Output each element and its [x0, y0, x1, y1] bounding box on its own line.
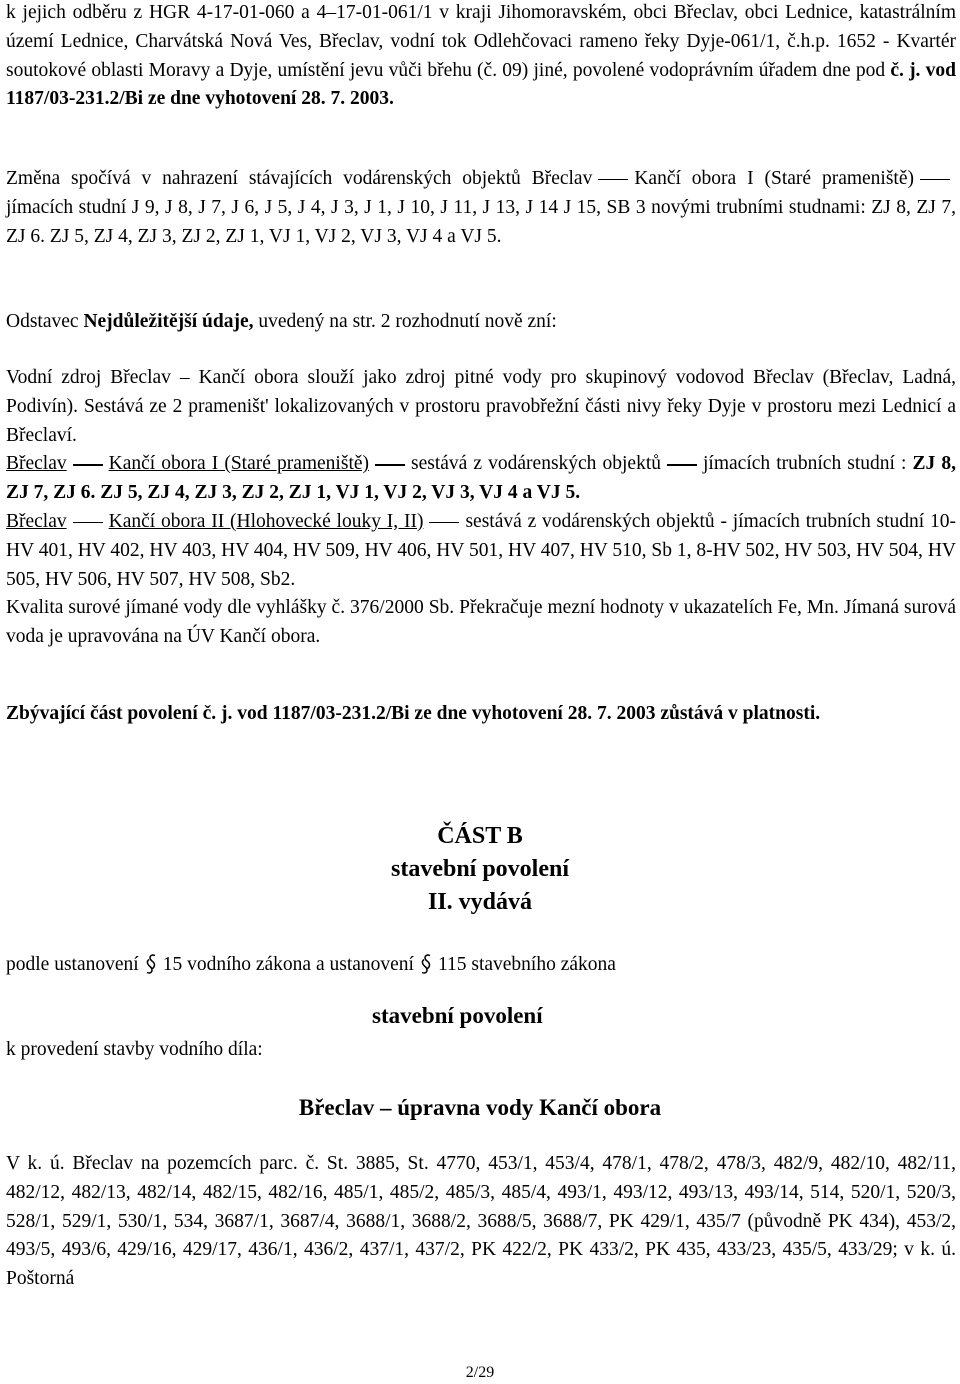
obora2-label-1: Břeclav — [6, 510, 67, 532]
part-b-subtitle: stavební povolení — [390, 856, 570, 882]
odstavec-pre: Odstavec — [6, 311, 84, 332]
part-b-heading — [0, 820, 960, 919]
section-sign-icon — [145, 954, 157, 974]
kvalita-paragraph: Kvalita surové jímané vody dle vyhlášky č. 376/2000 Sb. Překračuje mezní hodnoty v ukazatelích Fe, Mn. Jímaná surová voda je upravována na ÚV Kančí obora. — [6, 597, 956, 648]
dash-icon — [667, 464, 697, 466]
obora1-label-2: Kančí obora I (Staré prameniště) — [108, 453, 370, 475]
intro-paragraph — [6, 0, 956, 114]
obora2-text: sestává z vodárenských objektů - jímacích trubních studní 10-HV 401, HV 402, HV 403, HV 404, HV 509, HV 406, HV 501, HV 407, HV 510, Sb 1, 8-HV 502, HV 503, HV 504, HV 505, HV 506, HV 507, HV 508, Sb2. — [6, 510, 956, 590]
page-number: 2/29 — [465, 1364, 495, 1381]
vodni-zdroj-block — [6, 364, 956, 652]
obora2-paragraph — [6, 508, 956, 594]
podle-text-3: 115 stavebního zákona — [437, 954, 616, 975]
odstavec-paragraph — [6, 308, 956, 337]
podle-text-2: 15 vodního zákona a ustanovení — [162, 954, 414, 975]
obora1-text-2: jímacích trubních studní : — [703, 453, 913, 475]
podle-paragraph — [6, 951, 956, 980]
obora1-paragraph — [6, 450, 956, 508]
obora1-text-1: sestává z vodárenských objektů — [411, 453, 661, 475]
podle-text-1: podle ustanovení — [6, 954, 139, 975]
zbyvajici-paragraph: Zbývající část povolení č. j. vod 1187/03-231.2/Bi ze dne vyhotovení 28. 7. 2003 zůstává v platnosti. — [6, 703, 821, 724]
dash-icon — [598, 179, 628, 181]
part-b-title: ČÁST B — [437, 823, 523, 849]
section-sign-icon — [420, 954, 432, 974]
zmena-text-3: jímacích studní J 9, J 8, J 7, J 6, J 5, J 4, J 3, J 1, J 10, J 11, J 13, J 14 J 15, SB 3 novými trubními studnami: ZJ 8, ZJ 7, ZJ 6. ZJ 5, ZJ 4, ZJ 3, ZJ 2, ZJ 1, VJ 1, VJ 2, VJ 3, VJ 4 a VJ 5. — [6, 196, 956, 247]
intro-text: k jejich odběru z HGR 4-17-01-060 a 4–17-01-061/1 v kraji Jihomoravském, obci Břeclav, obci Lednice, katastrálním území Lednice, Charvátská Nová Ves, Břeclav, vodní tok Odlehčovaci rameno řeky Dyje-061/1, č.h.p. 1652 - Kvartér soutokové oblasti Moravy a Dyje, umístění jevu vůči břehu (č. 09) jiné, povolené vodoprávním úřadem dne pod — [6, 2, 956, 81]
vodni-zdroj-paragraph: Vodní zdroj Břeclav – Kančí obora slouží jako zdroj pitné vody pro skupinový vodovod Břeclav (Břeclav, Ladná, Podivín). Sestává ze 2 prameništ' lokalizovaných v prostoru pravobřežní části nivy řeky Dyje v prostoru mezi Lednicí a Břeclaví. — [6, 367, 956, 446]
obora1-wells: ZJ 8, ZJ 7, ZJ 6. ZJ 5, ZJ 4, ZJ 3, ZJ 2, ZJ 1, VJ 1, VJ 2, VJ 3, VJ 4 a VJ 5. — [6, 453, 956, 504]
stavba-title: Břeclav – úpravna vody Kančí obora — [298, 1095, 662, 1120]
obora2-label-2: Kančí obora II (Hlohovecké louky I, II) — [108, 510, 424, 532]
dash-icon — [73, 522, 103, 524]
zmena-text-1: Změna spočívá v nahrazení stávajících vodárenských objektů Břeclav — [6, 168, 593, 189]
dash-icon — [429, 522, 459, 524]
k-provedeni-label: k provedení stavby vodního díla: — [6, 1039, 263, 1060]
intro-reference: č. j. vod 1187/03-231.2/Bi ze dne vyhotovení 28. 7. 2003. — [6, 59, 957, 110]
parcels-paragraph: V k. ú. Břeclav na pozemcích parc. č. St. 3885, St. 4770, 453/1, 453/4, 478/1, 478/2, 478/3, 482/9, 482/10, 482/11, 482/12, 482/13, 482/14, 482/15, 482/16, 485/1, 485/2, 485/3, 485/4, 493/1, 493/12, 493/13, 493/14, 514, 520/1, 520/3, 528/1, 529/1, 530/1, 534, 3687/1, 3687/4, 3688/1, 3688/2, 3688/5, 3688/7, PK 429/1, 435/7 (původně PK 434), 453/2, 493/5, 493/6, 429/16, 429/17, 436/1, 436/2, 437/1, 437/2, PK 422/2, PK 433/2, PK 435, 433/23, 435/5, 433/29; v k. ú. Poštorná — [6, 1153, 956, 1290]
odstavec-post: uvedený na str. 2 rozhodnutí nově zní: — [253, 311, 557, 332]
obora1-label-1: Břeclav — [6, 453, 67, 475]
dash-icon — [920, 179, 950, 181]
part-b-issue: II. vydává — [427, 889, 533, 915]
stavebni-povoleni-heading: stavební povolení — [372, 1003, 543, 1028]
odstavec-heading: Nejdůležitější údaje, — [83, 311, 254, 332]
zmena-paragraph — [6, 165, 956, 251]
dash-icon — [73, 464, 103, 466]
dash-icon — [375, 464, 405, 466]
zmena-text-2: Kančí obora I (Staré prameniště) — [634, 168, 914, 189]
